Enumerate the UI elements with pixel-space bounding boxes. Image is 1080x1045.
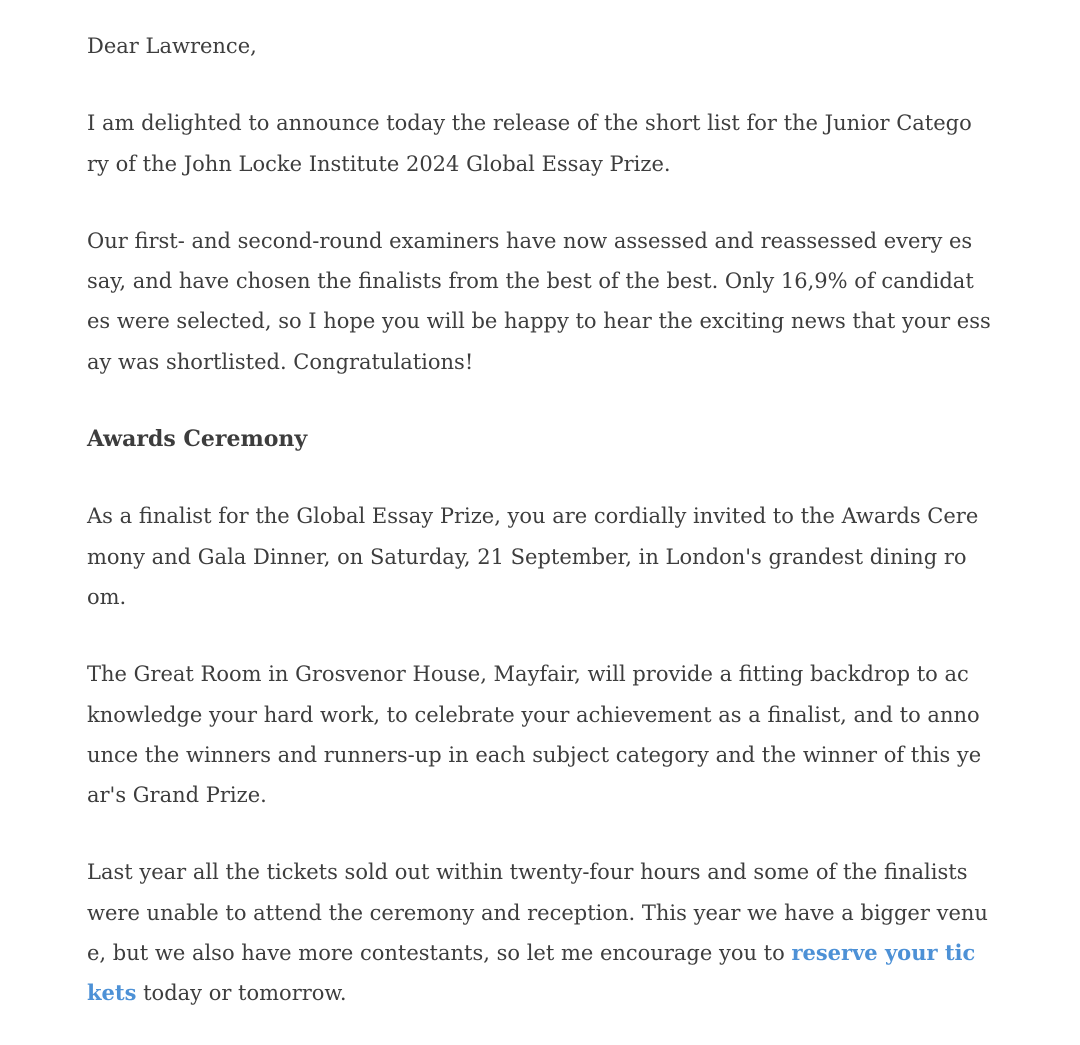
text-line: were unable to attend the ceremony and reception. This year we have a bigger venu [87, 900, 988, 925]
text-line: The Great Room in Grosvenor House, Mayfair, will provide a fitting backdrop to ac [87, 662, 969, 687]
paragraph-invitation [87, 496, 1000, 617]
text-line: om. [87, 584, 127, 609]
text-line: Our first- and second-round examiners have now assessed and reassessed every es [87, 228, 973, 253]
greeting: Dear Lawrence, [87, 34, 257, 58]
text-line: es were selected, so I hope you will be happy to hear the exciting news that your ess [87, 309, 991, 334]
text-before-link: e, but we also have more contestants, so let me encourage you to [87, 941, 792, 966]
text-line: I am delighted to announce today the release of the short list for the Junior Catego [87, 111, 972, 136]
text-line [87, 933, 1000, 973]
text-line: Last year all the tickets sold out within twenty-four hours and some of the finalists [87, 860, 968, 885]
reserve-tickets-link-continued[interactable]: kets [87, 980, 137, 1006]
text-line: ar's Grand Prize. [87, 783, 267, 808]
text-line: ay was shortlisted. Congratulations! [87, 349, 474, 374]
paragraph-venue [87, 654, 1000, 815]
greeting-paragraph [87, 26, 1000, 66]
paragraph-tickets [87, 852, 1000, 1013]
text-line: knowledge your hard work, to celebrate your achievement as a finalist, and to anno [87, 702, 980, 727]
text-after-link: today or tomorrow. [136, 981, 347, 1006]
paragraph-examiners [87, 221, 1000, 382]
heading-awards-ceremony: Awards Ceremony [87, 426, 308, 453]
text-line: ry of the John Locke Institute 2024 Global Essay Prize. [87, 151, 671, 176]
text-line: mony and Gala Dinner, on Saturday, 21 September, in London's grandest dining ro [87, 544, 967, 569]
text-line: say, and have chosen the finalists from the best of the best. Only 16,9% of candidat [87, 269, 974, 294]
paragraph-announcement [87, 103, 1000, 184]
text-line: As a finalist for the Global Essay Prize, you are cordially invited to the Awards Cere [87, 504, 979, 529]
reserve-tickets-link[interactable]: reserve your tic [791, 940, 976, 966]
text-line [87, 973, 1000, 1013]
text-line: unce the winners and runners-up in each subject category and the winner of this ye [87, 742, 982, 767]
